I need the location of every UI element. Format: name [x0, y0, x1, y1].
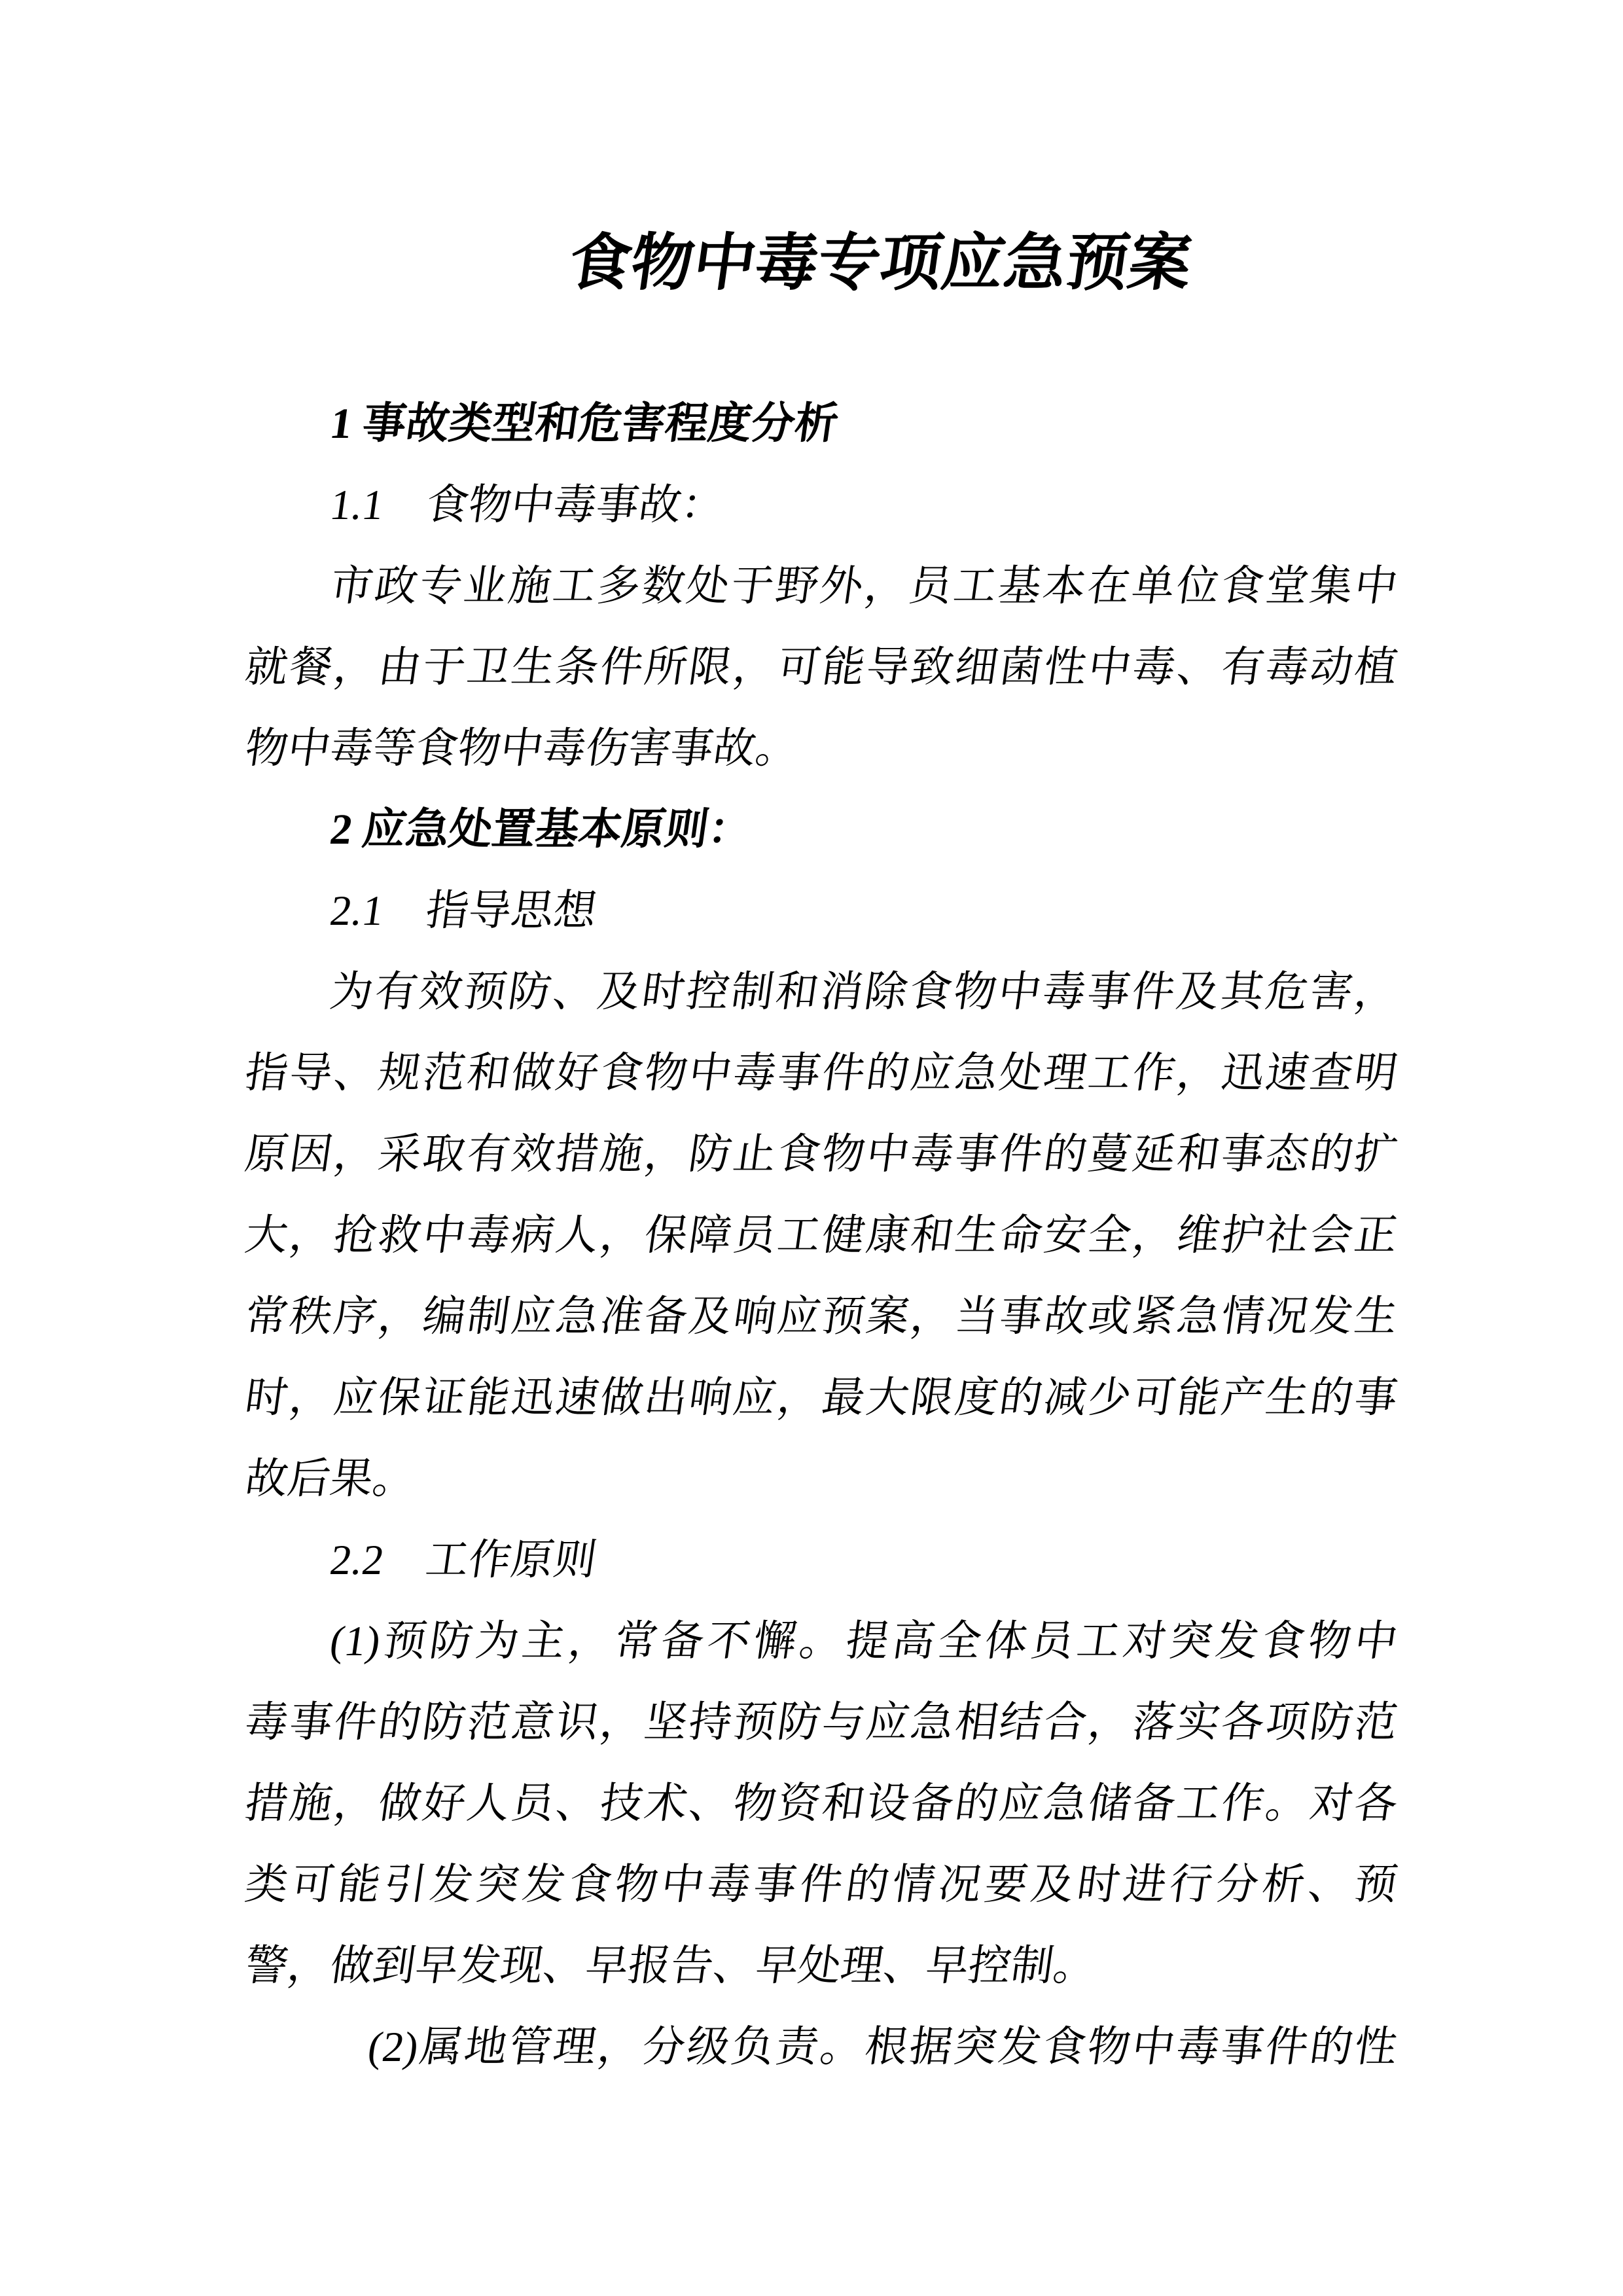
- subsection-heading-21: 2.1 指导思想: [327, 888, 600, 935]
- document-body: [241, 384, 1401, 2088]
- document-title: 食物中毒专项应急预案: [564, 228, 1196, 298]
- body-line: 物中毒等食物中毒伤害事故。: [241, 725, 802, 772]
- body-line: 措施，做好人员、技术、物资和设备的应急储备工作。对各: [241, 1780, 1401, 1827]
- body-line: 类可能引发突发食物中毒事件的情况要及时进行分析、预: [241, 1861, 1401, 1909]
- body-line: 就餐，由于卫生条件所限，可能导致细菌性中毒、有毒动植: [241, 644, 1401, 691]
- section-heading-1: 1 事故类型和危害程度分析: [327, 400, 842, 448]
- body-line: (2)属地管理，分级负责。根据突发食物中毒事件的性: [365, 2024, 1401, 2071]
- body-line: 大，抢救中毒病人，保障员工健康和生命安全，维护社会正: [241, 1212, 1401, 1259]
- subsection-heading-22: 2.2 工作原则: [327, 1537, 600, 1584]
- body-line: 市政专业施工多数处于野外，员工基本在单位食堂集中: [327, 563, 1401, 610]
- body-line: 为有效预防、及时控制和消除食物中毒事件及其危害，: [327, 969, 1401, 1016]
- body-line: 原因，采取有效措施，防止食物中毒事件的蔓延和事态的扩: [241, 1131, 1401, 1178]
- body-line: 时，应保证能迅速做出响应，最大限度的减少可能产生的事: [241, 1374, 1401, 1422]
- body-line: (1)预防为主，常备不懈。提高全体员工对突发食物中: [327, 1618, 1401, 1665]
- title-row: [0, 0, 1623, 315]
- section-heading-2: 2 应急处置基本原则：: [327, 806, 755, 853]
- body-line: 指导、规范和做好食物中毒事件的应急处理工作，迅速查明: [241, 1050, 1401, 1097]
- body-line: 毒事件的防范意识，坚持预防与应急相结合，落实各项防范: [241, 1699, 1401, 1746]
- body-line: 故后果。: [241, 1456, 419, 1503]
- body-line: 警，做到早发现、早报告、早处理、早控制。: [241, 1943, 1100, 1990]
- body-line: 常秩序，编制应急准备及响应预案，当事故或紧急情况发生: [241, 1293, 1401, 1340]
- subsection-heading-11: 1.1 食物中毒事故：: [327, 482, 728, 529]
